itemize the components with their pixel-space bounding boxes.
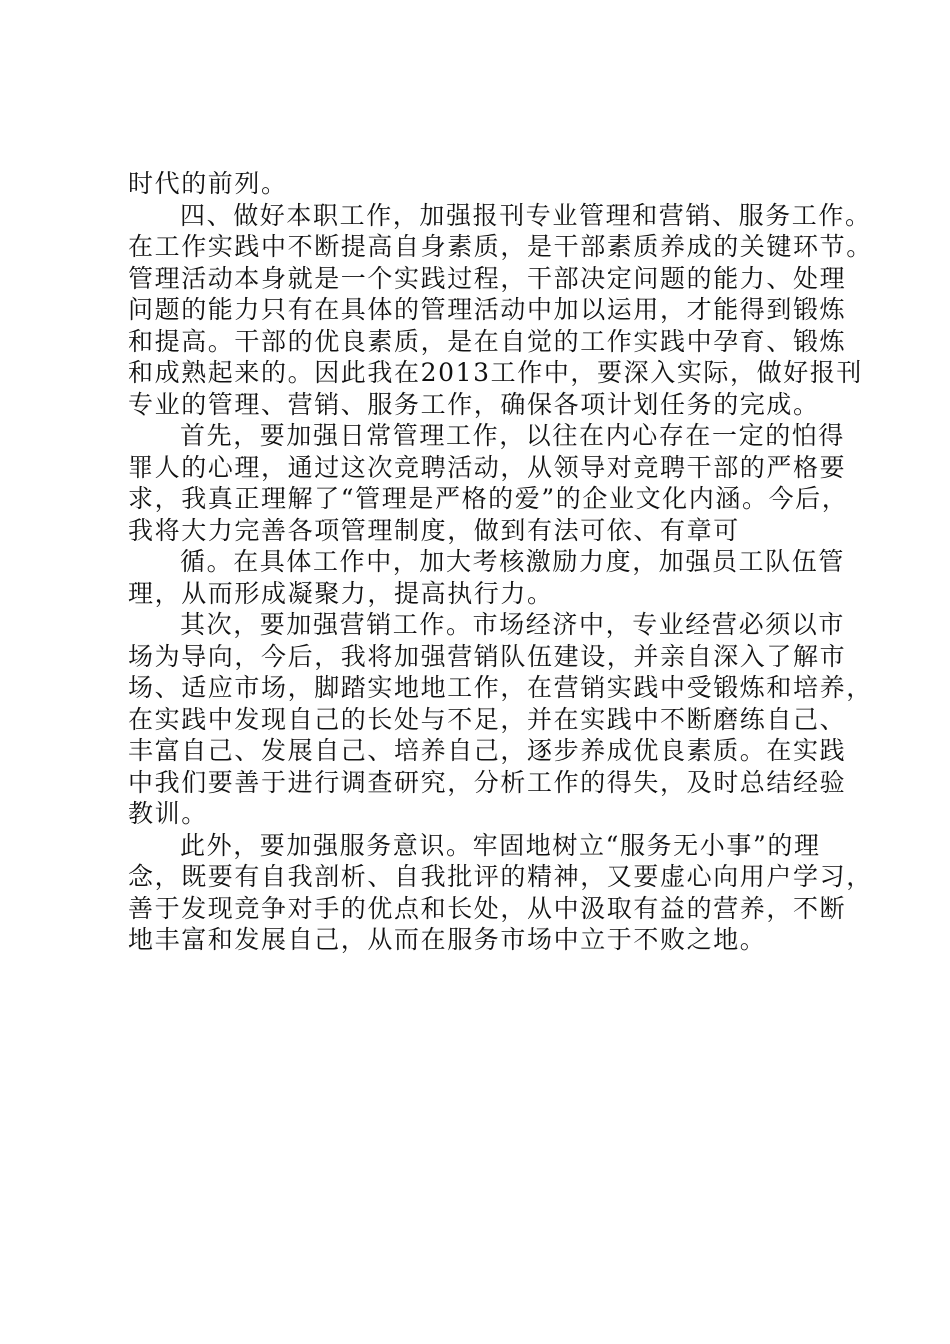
text-line: 善于发现竞争对手的优点和长处，从中汲取有益的营养，不断 [128, 893, 847, 923]
text-line: 我将大力完善各项管理制度，做到有法可依、有章可 [128, 515, 740, 545]
text-line: 循。在具体工作中，加大考核激励力度，加强员工队伍管 [180, 547, 846, 576]
text-line: 丰富自己、发展自己、培养自己，逐步养成优良素质。在实践 [128, 736, 847, 765]
document-body [128, 168, 873, 956]
text-line: 问题的能力只有在具体的管理活动中加以运用，才能得到锻炼 [128, 295, 847, 324]
text-line: 在实践中发现自己的长处与不足，并在实践中不断磨练自己、 [128, 704, 847, 734]
text-line: 地丰富和发展自己，从而在服务市场中立于不败之地。 [128, 925, 767, 954]
text-line: 四、做好本职工作，加强报刊专业管理和营销、服务工作。 [180, 200, 872, 230]
text-line: 首先，要加强日常管理工作，以往在内心存在一定的怕得 [180, 421, 846, 450]
text-line: 其次，要加强营销工作。市场经济中，专业经营必须以市 [180, 610, 846, 639]
text-line: 此外，要加强服务意识。牢固地树立“服务无小事”的理 [180, 830, 821, 860]
text-line: 和成熟起来的。因此我在2013工作中，要深入实际，做好报刊 [128, 358, 864, 387]
text-line: 中我们要善于进行调查研究，分析工作的得失，及时总结经验 [128, 767, 847, 797]
text-line: 管理活动本身就是一个实践过程，干部决定问题的能力、处理 [128, 263, 847, 293]
text-line: 场、适应市场，脚踏实地地工作，在营销实践中受锻炼和培养， [128, 673, 873, 702]
text-line: 理，从而形成凝聚力，提高执行力。 [128, 578, 554, 608]
text-line: 念，既要有自我剖析、自我批评的精神，又要虚心向用户学习， [128, 862, 873, 891]
text-line: 和提高。干部的优良素质，是在自觉的工作实践中孕育、锻炼 [128, 326, 847, 356]
text-line: 在工作实践中不断提高自身素质，是干部素质养成的关键环节。 [128, 232, 873, 261]
text-line: 时代的前列。 [128, 169, 288, 198]
text-line: 求，我真正理解了“管理是严格的爱”的企业文化内涵。今后， [128, 484, 849, 513]
text-line: 罪人的心理，通过这次竞聘活动，从领导对竞聘干部的严格要 [128, 452, 847, 482]
text-line: 场为导向，今后，我将加强营销队伍建设，并亲自深入了解市 [128, 641, 847, 671]
text-line: 教训。 [128, 799, 208, 828]
text-line: 专业的管理、营销、服务工作，确保各项计划任务的完成。 [128, 389, 820, 419]
